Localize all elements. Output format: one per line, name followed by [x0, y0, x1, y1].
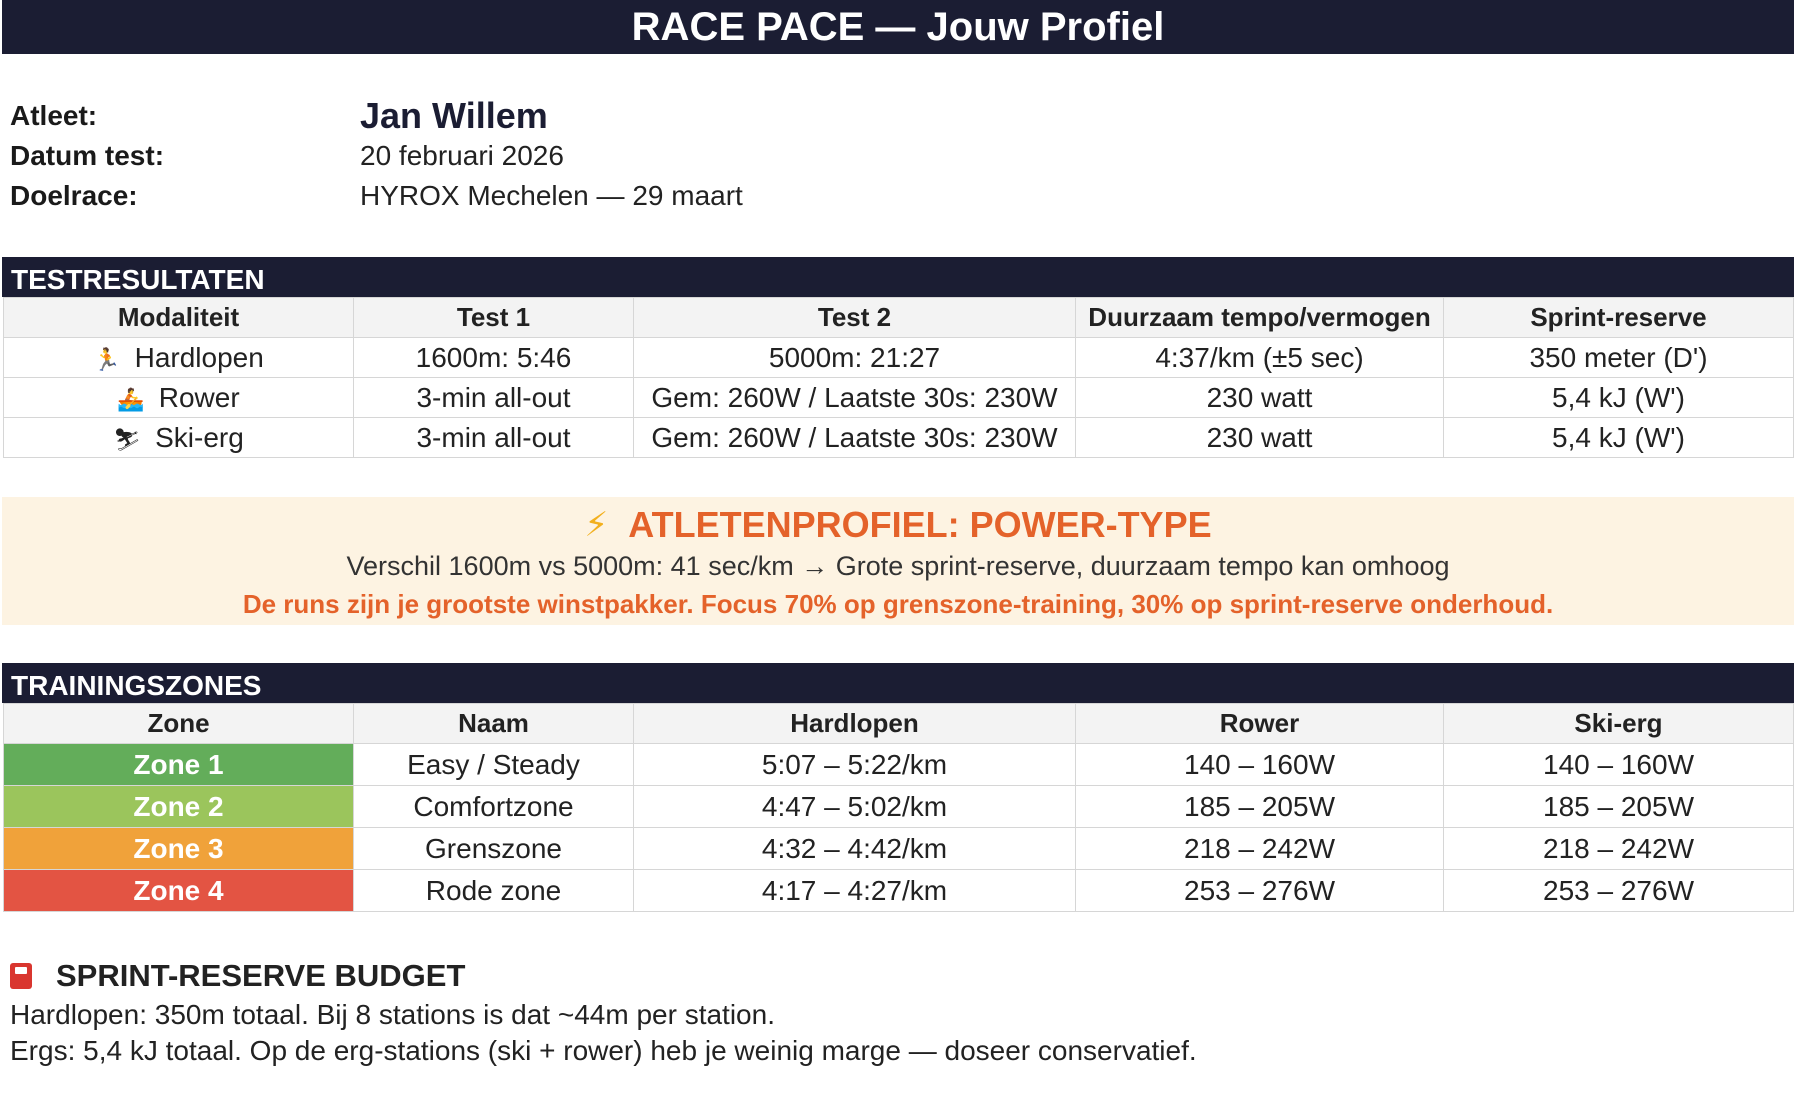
zone-ski: 185 – 205W — [1444, 786, 1794, 828]
zone-ski: 140 – 160W — [1444, 744, 1794, 786]
table-header-row — [4, 298, 1794, 338]
modality-cell — [4, 378, 354, 418]
test-date-row — [10, 136, 743, 176]
zone-run: 5:07 – 5:22/km — [634, 744, 1076, 786]
athlete-info — [10, 96, 743, 216]
test1-cell: 1600m: 5:46 — [354, 338, 634, 378]
test-date-label: Datum test: — [10, 140, 165, 171]
test1-cell: 3-min all-out — [354, 378, 634, 418]
zone-name: Grenszone — [354, 828, 634, 870]
modality-label: Ski-erg — [155, 421, 244, 453]
rowing-boat-icon: 🚣 — [117, 387, 145, 413]
fuel-pump-icon — [10, 963, 32, 989]
athlete-label: Atleet: — [10, 100, 98, 131]
reserve-cell: 5,4 kJ (W') — [1444, 418, 1794, 458]
table-row — [4, 870, 1794, 912]
column-header: Modaliteit — [4, 298, 354, 338]
runner-icon: 🏃 — [93, 347, 121, 373]
athlete-profile-panel — [2, 497, 1794, 625]
column-header: Rower — [1076, 704, 1444, 744]
training-zones-heading: TRAININGSZONES — [2, 663, 1794, 703]
table-row — [4, 744, 1794, 786]
profile-focus: De runs zijn je grootste winstpakker. Focus 70% op grenszone-training, 30% op sprint-reserve onderhoud. — [242, 589, 1554, 619]
zone-ski: 218 – 242W — [1444, 828, 1794, 870]
profile-title — [2, 503, 1794, 547]
table-row — [4, 378, 1794, 418]
table-row — [4, 828, 1794, 870]
test-results-table — [3, 297, 1794, 458]
test2-cell: Gem: 260W / Laatste 30s: 230W — [634, 418, 1076, 458]
reserve-cell: 5,4 kJ (W') — [1444, 378, 1794, 418]
budget-ergs: Ergs: 5,4 kJ totaal. Op de erg-stations (ski + rower) heb je weinig marge — doseer conservatief. — [10, 1035, 1197, 1066]
column-header: Ski-erg — [1444, 704, 1794, 744]
test1-cell: 3-min all-out — [354, 418, 634, 458]
modality-label: Hardlopen — [134, 341, 264, 373]
profile-difference: Verschil 1600m vs 5000m: 41 sec/km → Grote sprint-reserve, duurzaam tempo kan omhoog — [346, 551, 1450, 581]
athlete-name: Jan Willem — [360, 95, 548, 136]
budget-running: Hardlopen: 350m totaal. Bij 8 stations is dat ~44m per station. — [10, 999, 775, 1030]
zone-rower: 140 – 160W — [1076, 744, 1444, 786]
budget-title — [10, 955, 1197, 997]
column-header: Naam — [354, 704, 634, 744]
sustained-cell: 4:37/km (±5 sec) — [1076, 338, 1444, 378]
zone-run: 4:47 – 5:02/km — [634, 786, 1076, 828]
skier-icon: ⛷ — [113, 427, 142, 453]
column-header: Zone — [4, 704, 354, 744]
test2-cell: Gem: 260W / Laatste 30s: 230W — [634, 378, 1076, 418]
test2-cell: 5000m: 21:27 — [634, 338, 1076, 378]
target-race-row — [10, 176, 743, 216]
sustained-cell: 230 watt — [1076, 378, 1444, 418]
modality-cell — [4, 418, 354, 458]
zone-badge: Zone 1 — [4, 744, 354, 786]
table-header-row — [4, 704, 1794, 744]
table-row — [4, 338, 1794, 378]
profile-title-text: ATLETENPROFIEL: POWER-TYPE — [628, 504, 1212, 545]
sprint-reserve-budget — [10, 955, 1197, 1069]
lightning-icon: ⚡ — [584, 506, 609, 544]
reserve-cell: 350 meter (D') — [1444, 338, 1794, 378]
column-header: Test 2 — [634, 298, 1076, 338]
sustained-cell: 230 watt — [1076, 418, 1444, 458]
zone-badge: Zone 2 — [4, 786, 354, 828]
test-results-heading: TESTRESULTATEN — [2, 257, 1794, 297]
zone-rower: 218 – 242W — [1076, 828, 1444, 870]
table-row — [4, 418, 1794, 458]
column-header: Hardlopen — [634, 704, 1076, 744]
modality-cell — [4, 338, 354, 378]
target-race-value: HYROX Mechelen — 29 maart — [360, 180, 743, 211]
page-title: RACE PACE — Jouw Profiel — [2, 0, 1794, 54]
training-zones-table — [3, 703, 1794, 912]
zone-badge: Zone 4 — [4, 870, 354, 912]
column-header: Sprint-reserve — [1444, 298, 1794, 338]
zone-name: Comfortzone — [354, 786, 634, 828]
budget-title-text: SPRINT-RESERVE BUDGET — [56, 958, 466, 993]
athlete-row — [10, 96, 743, 136]
test-date-value: 20 februari 2026 — [360, 140, 564, 171]
zone-rower: 185 – 205W — [1076, 786, 1444, 828]
column-header: Test 1 — [354, 298, 634, 338]
zone-rower: 253 – 276W — [1076, 870, 1444, 912]
zone-run: 4:17 – 4:27/km — [634, 870, 1076, 912]
zone-name: Easy / Steady — [354, 744, 634, 786]
zone-name: Rode zone — [354, 870, 634, 912]
modality-label: Rower — [158, 381, 240, 413]
table-row — [4, 786, 1794, 828]
zone-run: 4:32 – 4:42/km — [634, 828, 1076, 870]
zone-badge: Zone 3 — [4, 828, 354, 870]
column-header: Duurzaam tempo/vermogen — [1076, 298, 1444, 338]
zone-ski: 253 – 276W — [1444, 870, 1794, 912]
target-race-label: Doelrace: — [10, 180, 138, 211]
